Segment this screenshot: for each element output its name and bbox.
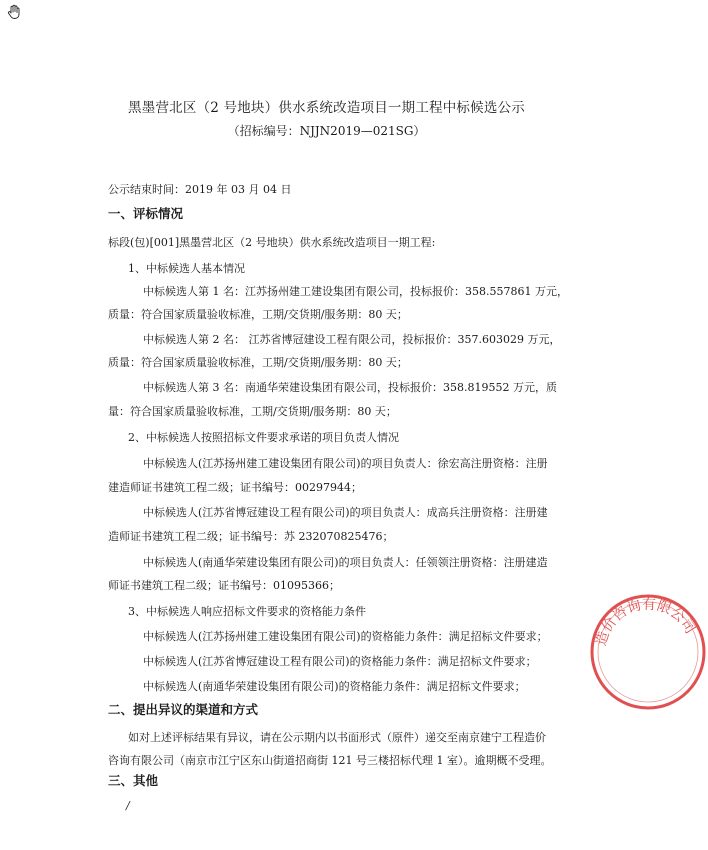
candidate-3-line-2: 量：符合国家质量验收标准，工期/交货期/服务期：80 天； xyxy=(108,405,397,418)
objection-line-1: 如对上述评标结果有异议，请在公示期内以书面形式（原件）递交至南京建宁工程造价 xyxy=(128,731,546,744)
candidate-3-line-1: 中标候选人第 3 名：南通华荣建设集团有限公司，投标报价：358.819552 万元，质 xyxy=(143,381,557,394)
candidate-1-line-1: 中标候选人第 1 名：江苏扬州建工建设集团有限公司，投标报价：358.557861 万元， xyxy=(143,285,568,298)
seal-text: 造价咨询有限公司 xyxy=(593,596,699,648)
candidate-2-line-2: 质量：符合国家质量验收标准，工期/交货期/服务期：80 天； xyxy=(108,356,408,369)
section-heading-evaluation: 一、评标情况 xyxy=(108,206,184,221)
qualification-3: 中标候选人(南通华荣建设集团有限公司)的资格能力条件：满足招标文件要求； xyxy=(143,680,526,693)
document-title: 黑墨营北区（2 号地块）供水系统改造项目一期工程中标候选公示 xyxy=(128,100,525,116)
candidate-1-line-2: 质量：符合国家质量验收标准，工期/交货期/服务期：80 天； xyxy=(108,308,408,321)
bid-section-line: 标段(包)[001]黑墨营北区（2 号地块）供水系统改造项目一期工程: xyxy=(108,236,436,249)
manager-3-line-2: 师证书建筑工程二级；证书编号：01095366； xyxy=(108,579,340,592)
svg-text:造价咨询有限公司 xyxy=(592,597,698,648)
company-seal xyxy=(588,592,708,712)
qualification-1: 中标候选人(江苏扬州建工建设集团有限公司)的资格能力条件：满足招标文件要求； xyxy=(143,630,548,643)
subheading-project-managers: 2、中标候选人按照招标文件要求承诺的项目负责人情况 xyxy=(128,431,399,444)
subheading-candidates: 1、中标候选人基本情况 xyxy=(128,262,245,275)
manager-2-line-1: 中标候选人(江苏省博冠建设工程有限公司)的项目负责人：成高兵注册资格：注册建 xyxy=(143,506,548,519)
publication-end-time: 公示结束时间：2019 年 03 月 04 日 xyxy=(108,183,292,196)
qualification-2: 中标候选人(江苏省博冠建设工程有限公司)的资格能力条件：满足招标文件要求； xyxy=(143,655,537,668)
candidate-2-line-1: 中标候选人第 2 名： 江苏省博冠建设工程有限公司，投标报价：357.603029 万元， xyxy=(143,333,561,346)
section-heading-other: 三、其他 xyxy=(108,773,159,788)
section-heading-objection: 二、提出异议的渠道和方式 xyxy=(108,702,259,717)
manager-3-line-1: 中标候选人(南通华荣建设集团有限公司)的项目负责人：任领领注册资格：注册建造 xyxy=(143,556,548,569)
hand-cursor-icon xyxy=(6,4,22,20)
manager-1-line-1: 中标候选人(江苏扬州建工建设集团有限公司)的项目负责人：徐宏高注册资格：注册 xyxy=(143,457,548,470)
objection-line-2: 咨询有限公司（南京市江宁区东山街道招商街 121 号三楼招标代理 1 室）。逾期概不受理。 xyxy=(108,754,552,767)
manager-2-line-2: 造师证书建筑工程二级；证书编号：苏 232070825476； xyxy=(108,530,394,543)
other-content: / xyxy=(126,799,130,812)
subheading-qualifications: 3、中标候选人响应招标文件要求的资格能力条件 xyxy=(128,605,366,618)
manager-1-line-2: 建造师证书建筑工程二级；证书编号：00297944； xyxy=(108,481,362,494)
tender-number: （招标编号：NJJN2019—021SG） xyxy=(227,124,426,138)
